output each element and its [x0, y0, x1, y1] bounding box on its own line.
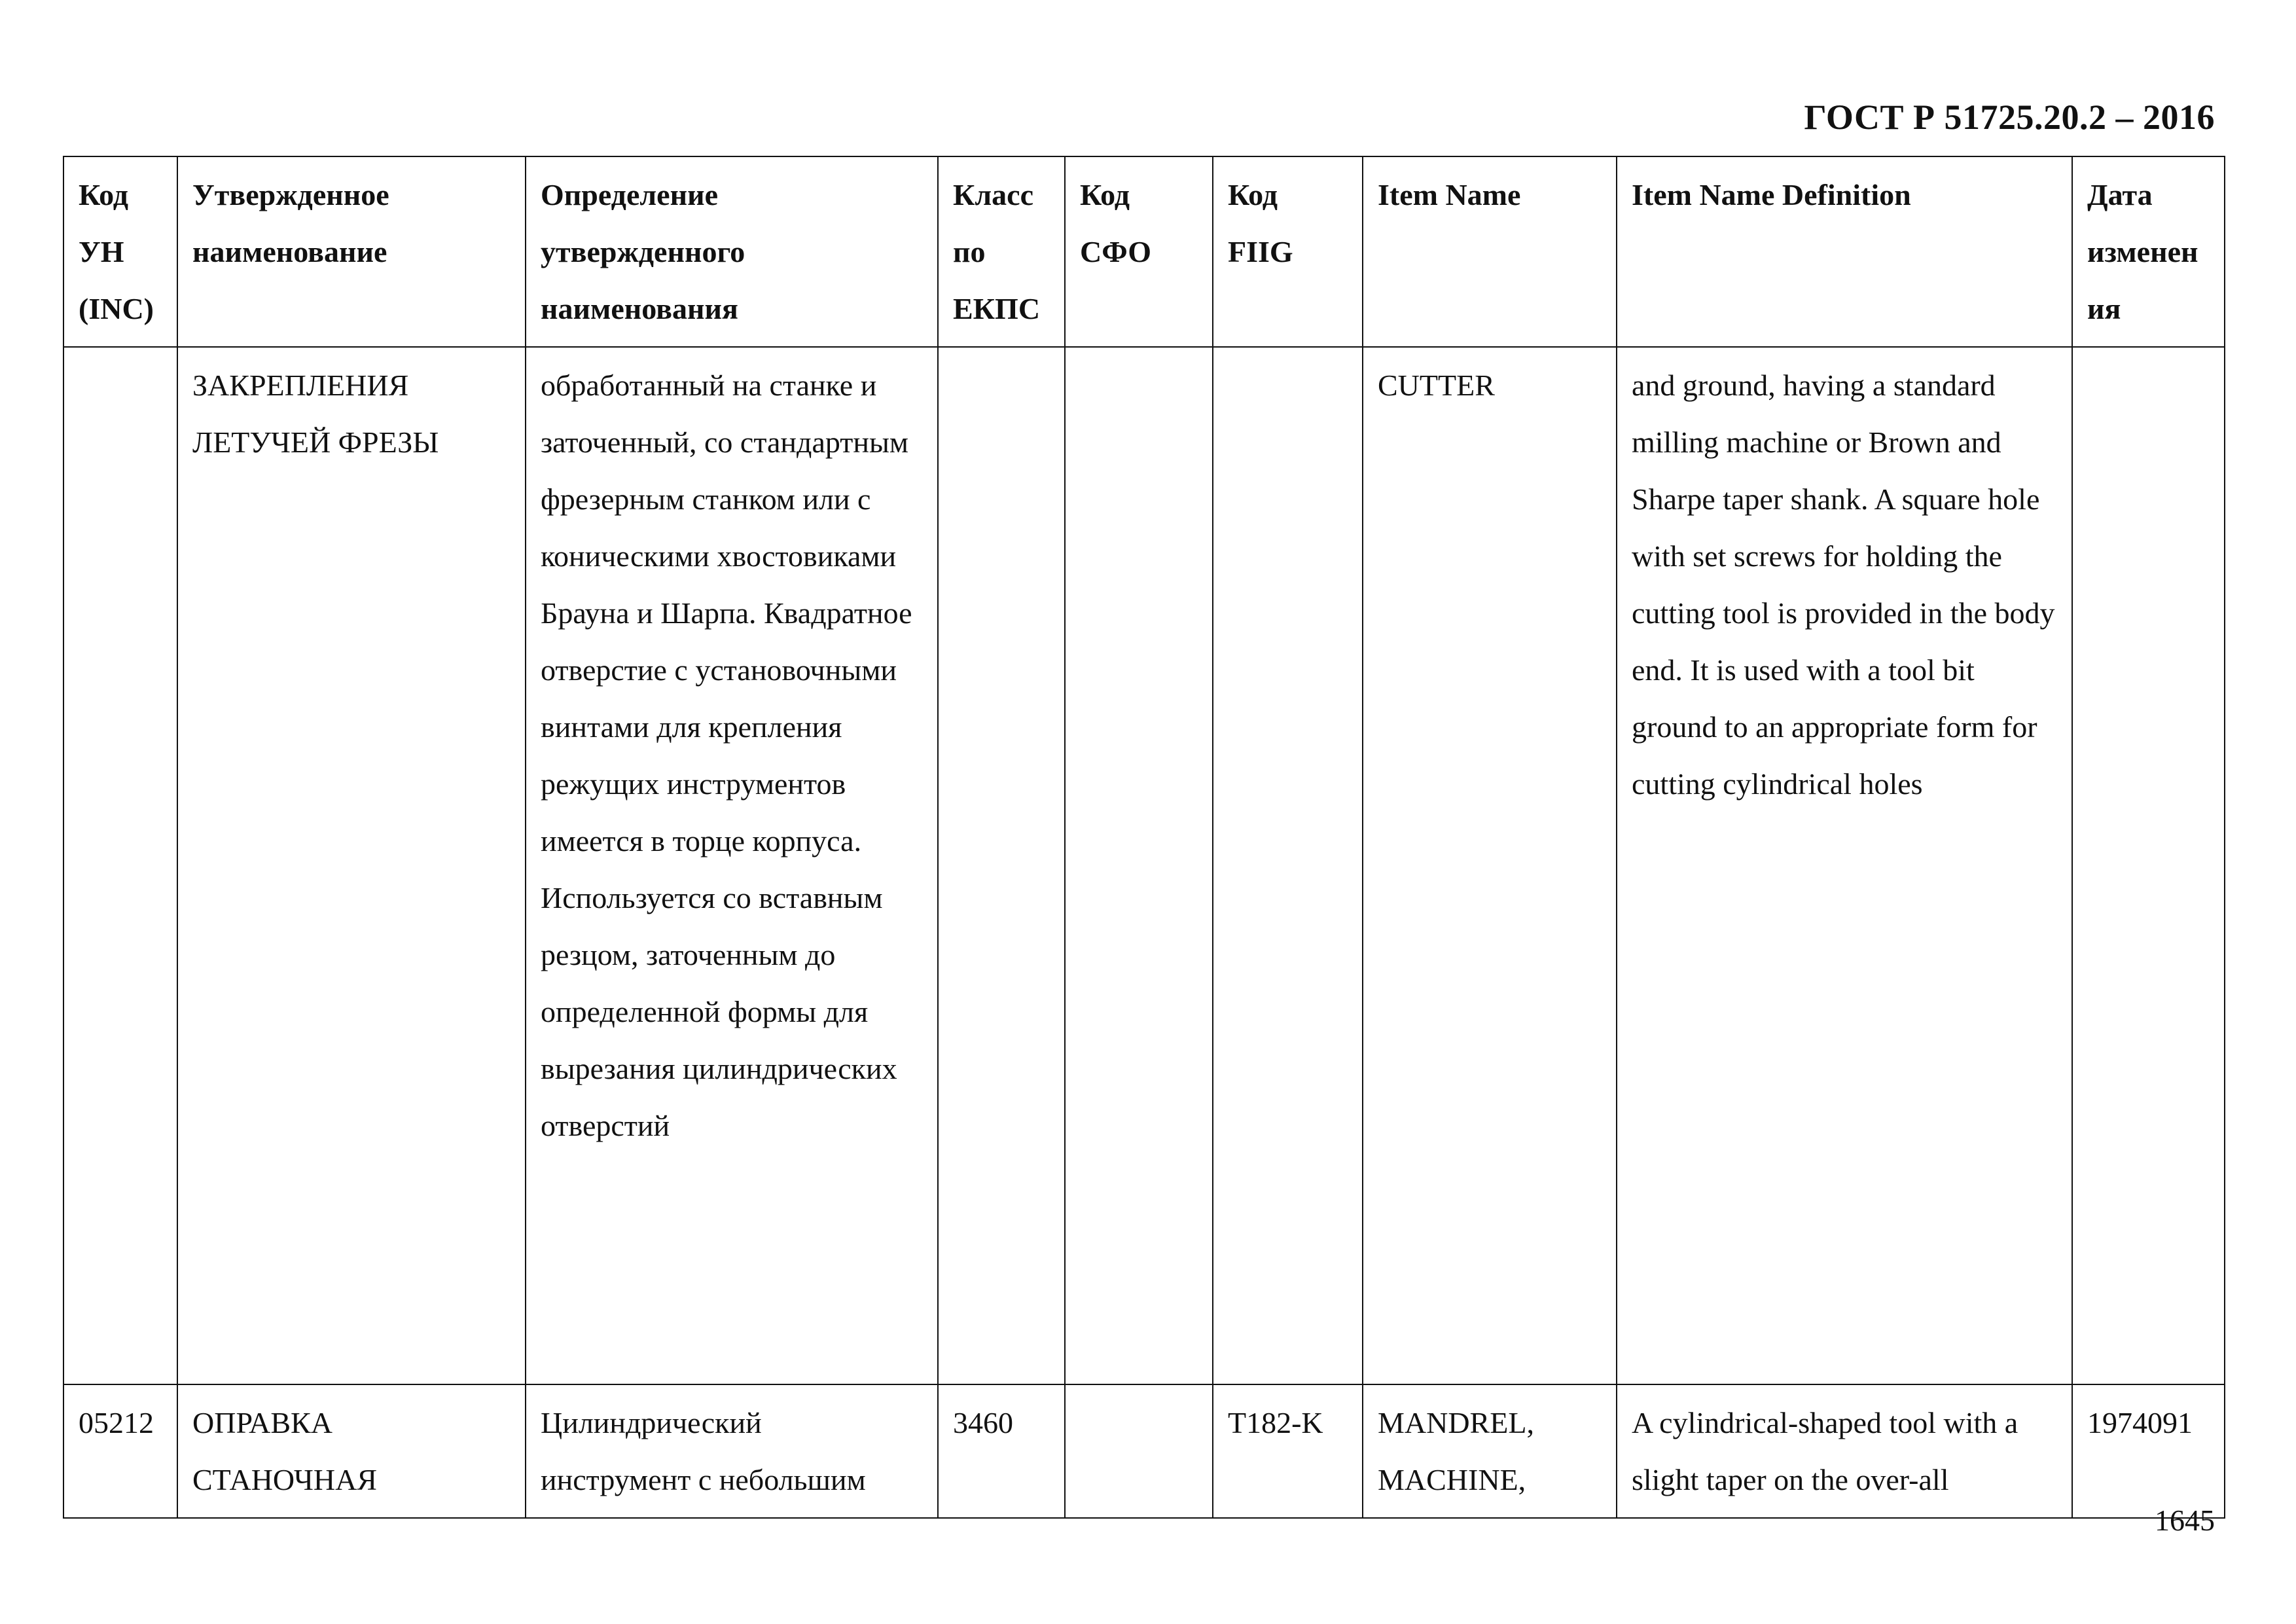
cell-item-definition: and ground, having a standard milling machine or Brown and Sharpe taper shank. A square hole with set screws for holding the cutting tool is provided in the body end. It is used with a tool bit ground to an appropriate form for cutting cylindrical holes — [1617, 347, 2072, 1384]
cell-fiig — [1213, 347, 1363, 1384]
cell-fiig: T182-K — [1213, 1384, 1363, 1518]
cell-definition: Цилиндрический инструмент с небольшим — [526, 1384, 938, 1518]
header-class: Класс по ЕКПС — [938, 156, 1065, 347]
header-item-name: Item Name — [1363, 156, 1617, 347]
cell-item-definition: A cylindrical-shaped tool with a slight taper on the over-all — [1617, 1384, 2072, 1518]
cell-name: ОПРАВКА СТАНОЧНАЯ — [177, 1384, 526, 1518]
cell-definition: обработанный на станке и заточенный, со стандартным фрезерным станком или с коническими хвостовиками Брауна и Шарпа. Квадратное отверстие с установочными винтами для крепления режущих инструментов имеется в торце корпуса. Используется со вставным резцом, заточенным до определенной формы для вырезания цилиндрических отверстий — [526, 347, 938, 1384]
cell-sfo — [1065, 347, 1213, 1384]
header-date: Дата изменения — [2072, 156, 2225, 347]
table-row — [63, 347, 2225, 1384]
header-sfo: Код СФО — [1065, 156, 1213, 347]
header-fiig: Код FIIG — [1213, 156, 1363, 347]
page-number: 1645 — [2155, 1504, 2215, 1537]
header-name: Утвержденное наименование — [177, 156, 526, 347]
cell-item-name: CUTTER — [1363, 347, 1617, 1384]
cell-name: ЗАКРЕПЛЕНИЯ ЛЕТУЧЕЙ ФРЕЗЫ — [177, 347, 526, 1384]
cell-inc — [63, 347, 177, 1384]
document-standard-number: ГОСТ Р 51725.20.2 – 2016 — [1804, 98, 2215, 137]
table-header-row — [63, 156, 2225, 347]
header-definition: Определение утвержденного наименования — [526, 156, 938, 347]
header-item-definition: Item Name Definition — [1617, 156, 2072, 347]
cell-inc: 05212 — [63, 1384, 177, 1518]
table-row — [63, 1384, 2225, 1518]
data-table — [63, 156, 2225, 1519]
cell-sfo — [1065, 1384, 1213, 1518]
cell-class — [938, 347, 1065, 1384]
cell-date — [2072, 347, 2225, 1384]
cell-class: 3460 — [938, 1384, 1065, 1518]
cell-item-name: MANDREL, MACHINE, — [1363, 1384, 1617, 1518]
cell-date: 1974091 — [2072, 1384, 2225, 1518]
header-inc: Код УН (INC) — [63, 156, 177, 347]
